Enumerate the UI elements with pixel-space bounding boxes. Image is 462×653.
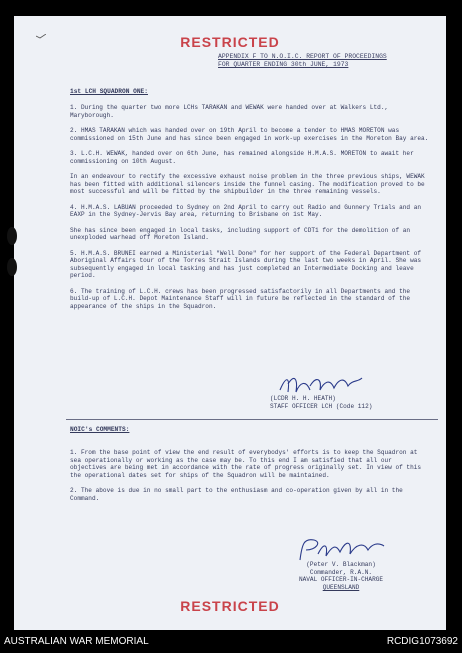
document-page (14, 16, 446, 630)
appendix-line-2: FOR QUARTER ENDING 30th JUNE, 1973 (218, 61, 349, 68)
paragraph: 2. The above is due in no small part to the enthusiasm and co-operation given by all in the Command. (70, 487, 403, 502)
appendix-title (218, 53, 387, 69)
paragraph: In an endeavour to rectify the excessive exhaust noise problem in the three previous ships, WEWAK has been fitted with additional silencers inside the funnel casing. The modification proved to be most successful and will be fitted by the shipbuilder in the three remaining vessels. (70, 173, 425, 195)
footer-record-id: RCDIG1073692 (386, 636, 458, 647)
signature-block-staff-officer (270, 395, 372, 410)
signature-title: STAFF OFFICER LCH (Code 112) (270, 402, 373, 410)
section-heading-comments: NOIC's COMMENTS: (70, 426, 130, 433)
section-squadron-body (70, 104, 430, 310)
section-heading-squadron: 1st LCH SQUADRON ONE: (70, 88, 148, 95)
signature-blackman (296, 534, 388, 564)
restricted-stamp-top: RESTRICTED (180, 34, 280, 50)
signature-title: NAVAL OFFICER-IN-CHARGE (298, 576, 384, 584)
signature-block-noic (286, 561, 396, 591)
signature-rank: Commander, R.A.N. (309, 568, 373, 576)
paragraph: 4. H.M.A.S. LABUAN proceeded to Sydney on 2nd April to carry out Radio and Gunnery Trials and an EAXP in the Sydney-Jervis Bay area, returning to Brisbane on 1st May. (70, 203, 422, 218)
section-comments-body (70, 449, 430, 502)
paragraph: 3. L.C.H. WEWAK, handed over on 6th June, has remained alongside H.M.A.S. MORETON to await her commissioning on 10th August. (70, 150, 414, 165)
paragraph: 2. HMAS TARAKAN which was handed over on 19th April to become a tender to HMAS MORETON was commissioned on 15th June and has since been engaged in work-up exercises in the Moreton Bay area. (70, 127, 429, 142)
appendix-line-1: APPENDIX F TO N.O.I.C. REPORT OF PROCEEDINGS (218, 53, 387, 60)
paragraph: She has since been engaged in local tasks, including support of CDT1 for the demolition of an unexploded warhead off Moreton Island. (70, 226, 411, 241)
paragraph: 6. The training of L.C.H. crews has been progressed satisfactorily in all Departments and the build-up of L.C.H. Depot Maintenance Staff will in future be reflected in the standard of the appearance of the ships in the Squadron. (70, 287, 411, 310)
paragraph: 1. From the base point of view the end result of everybodys' efforts is to keep the Squadron at sea operationally or working as the case may be. To this end I am satisfied that all our objectives are being met in accordance with the rate of progress originally set. In view of this the operational dates set for ships of the Squadron will be maintained. (70, 449, 422, 479)
restricted-stamp-bottom: RESTRICTED (180, 598, 280, 614)
paragraph: 1. During the quarter two more LCHs TARAKAN and WEWAK were handed over at Walkers Ltd., Maryborough. (70, 104, 389, 119)
punch-hole (7, 227, 17, 245)
paragraph: 5. H.M.A.S. BRUNEI earned a Ministerial "Well Done" for her support of the Federal Department of Aboriginal Affairs tour of the Torres Strait Islands during the last two weeks in April. She was subsequently engaged in local tasking and has just completed an Intermediate Docking and leave period. (70, 249, 422, 279)
punch-hole (7, 258, 17, 276)
signature-name: (Peter V. Blackman) (306, 561, 376, 568)
signature-name: (LCDR H. H. HEATH) (270, 395, 336, 402)
signature-place: QUEENSLAND (322, 583, 360, 591)
archive-footer (0, 630, 462, 653)
footer-institution: AUSTRALIAN WAR MEMORIAL (4, 636, 149, 647)
section-divider (66, 419, 438, 420)
